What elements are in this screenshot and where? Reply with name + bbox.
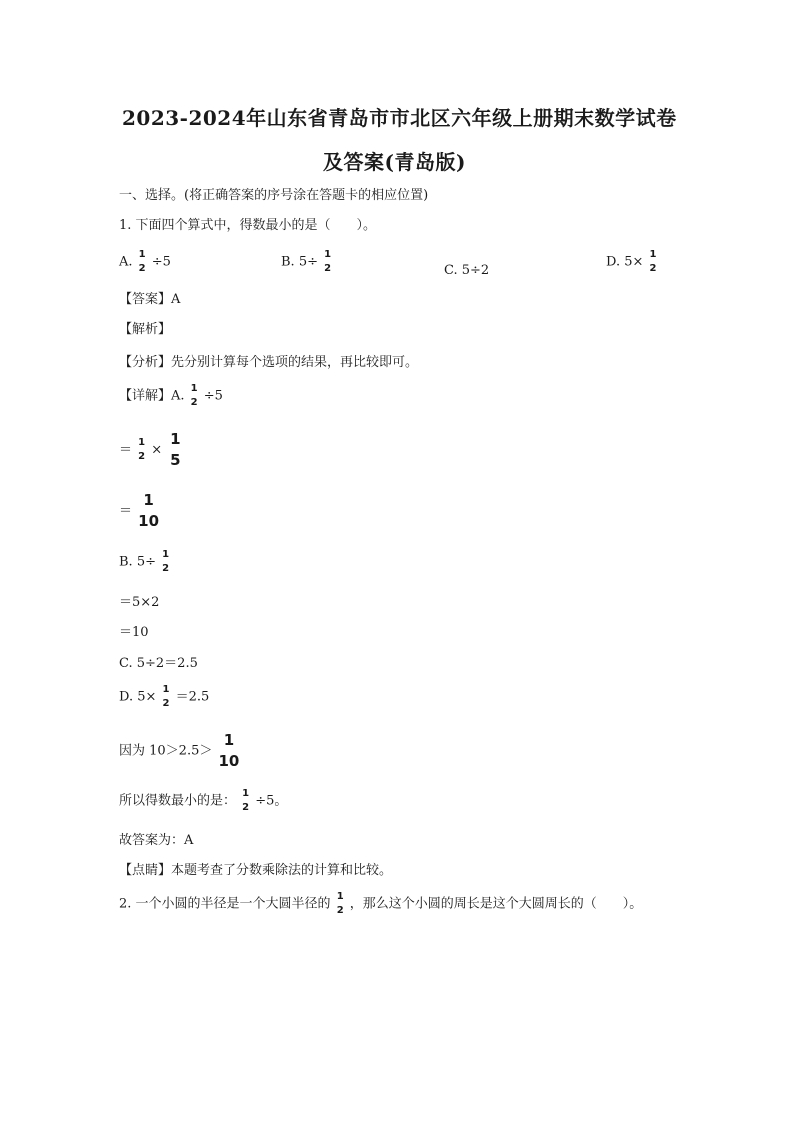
fraction-tenth [218, 733, 241, 769]
answer-line: 【答案】A [119, 292, 181, 307]
fraction-denominator: 2 [190, 397, 198, 408]
comparison-line [119, 733, 241, 769]
fraction-numerator: 1 [223, 731, 235, 749]
final-answer: 故答案为：A [119, 833, 194, 848]
because-text: 因为 10＞2.5＞ [119, 743, 213, 759]
equals-sign: ＝ [119, 503, 133, 519]
step-b-2: ＝10 [119, 625, 149, 640]
fraction-numerator: 1 [324, 249, 332, 260]
fraction-denominator: 10 [138, 512, 160, 530]
analysis-label: 【解析】 [119, 322, 172, 337]
fraction-numerator: 1 [190, 383, 198, 394]
fraction-half [162, 685, 171, 709]
fraction-numerator: 1 [138, 249, 146, 260]
fraction-denominator: 2 [138, 263, 146, 274]
comment-line: 【点睛】本题考查了分数乘除法的计算和比较。 [119, 863, 393, 878]
fraction-numerator: 1 [336, 891, 344, 902]
fraction-denominator: 5 [170, 451, 181, 469]
option-a-suffix: ÷5 [151, 254, 171, 270]
detail-line-d [119, 685, 209, 709]
document-title-line1: 2023-2024年山东省青岛市市北区六年级上册期末数学试卷 [122, 106, 677, 130]
document-title-line2: 及答案(青岛版) [323, 150, 466, 174]
option-b [281, 250, 333, 274]
option-d [606, 250, 659, 274]
fraction-denominator: 2 [162, 563, 170, 574]
fraction-half [190, 384, 199, 408]
detail-suffix: ÷5 [203, 388, 223, 404]
fraction-half [336, 892, 345, 916]
step-a-times [119, 432, 184, 468]
fraction-denominator: 2 [138, 451, 146, 462]
fraction-numerator: 1 [242, 788, 250, 799]
detail-line-c: C. 5÷2＝2.5 [119, 656, 198, 671]
fraction-numerator: 1 [649, 249, 657, 260]
fraction-half [161, 550, 170, 574]
fraction-tenth [137, 493, 160, 529]
fraction-denominator: 2 [242, 802, 250, 813]
so-prefix: 所以得数最小的是： [119, 793, 237, 809]
fraction-denominator: 2 [336, 905, 344, 916]
fraction-half [323, 250, 332, 274]
fraction-half [138, 250, 147, 274]
fraction-numerator: 1 [138, 437, 146, 448]
detail-line-b [119, 550, 171, 574]
times-sign: × [151, 442, 163, 458]
b-prefix: B. 5÷ [119, 554, 156, 570]
question-2-stem [119, 892, 642, 916]
fraction-half [241, 789, 250, 813]
q2-prefix: 2. 一个小圆的半径是一个大圆半径的 [119, 896, 331, 912]
fraction-denominator: 2 [649, 263, 657, 274]
step-b-1: ＝5×2 [119, 595, 160, 610]
fraction-half [649, 250, 658, 274]
so-suffix: ÷5。 [255, 793, 288, 809]
option-a-prefix: A. [119, 254, 133, 270]
fraction-numerator: 1 [162, 684, 170, 695]
section-heading: 一、选择。(将正确答案的序号涂在答题卡的相应位置) [119, 188, 429, 203]
fraction-denominator: 10 [218, 752, 240, 770]
fraction-numerator: 1 [170, 430, 181, 448]
option-a [119, 250, 171, 274]
fraction-denominator: 2 [162, 698, 170, 709]
option-d-prefix: D. 5× [606, 254, 644, 270]
q2-suffix: ，那么这个小圆的周长是这个大圆周长的（ ）。 [349, 896, 643, 912]
step-a-result [119, 493, 161, 529]
option-c: C. 5÷2 [444, 263, 490, 278]
analysis-text: 【分析】先分别计算每个选项的结果，再比较即可。 [119, 355, 419, 370]
d-suffix: ＝2.5 [175, 689, 210, 705]
fraction-numerator: 1 [143, 491, 154, 509]
equals-sign: ＝ [119, 442, 133, 458]
fraction-fifth [167, 432, 183, 468]
detail-line-a [119, 384, 223, 408]
fraction-denominator: 2 [324, 263, 332, 274]
option-b-prefix: B. 5÷ [281, 254, 318, 270]
detail-prefix: 【详解】A. [119, 388, 185, 404]
fraction-numerator: 1 [162, 549, 170, 560]
question-1-stem: 1. 下面四个算式中，得数最小的是（ ）。 [119, 218, 377, 233]
fraction-half [137, 438, 146, 462]
conclusion-line [119, 789, 287, 813]
d-prefix: D. 5× [119, 689, 157, 705]
